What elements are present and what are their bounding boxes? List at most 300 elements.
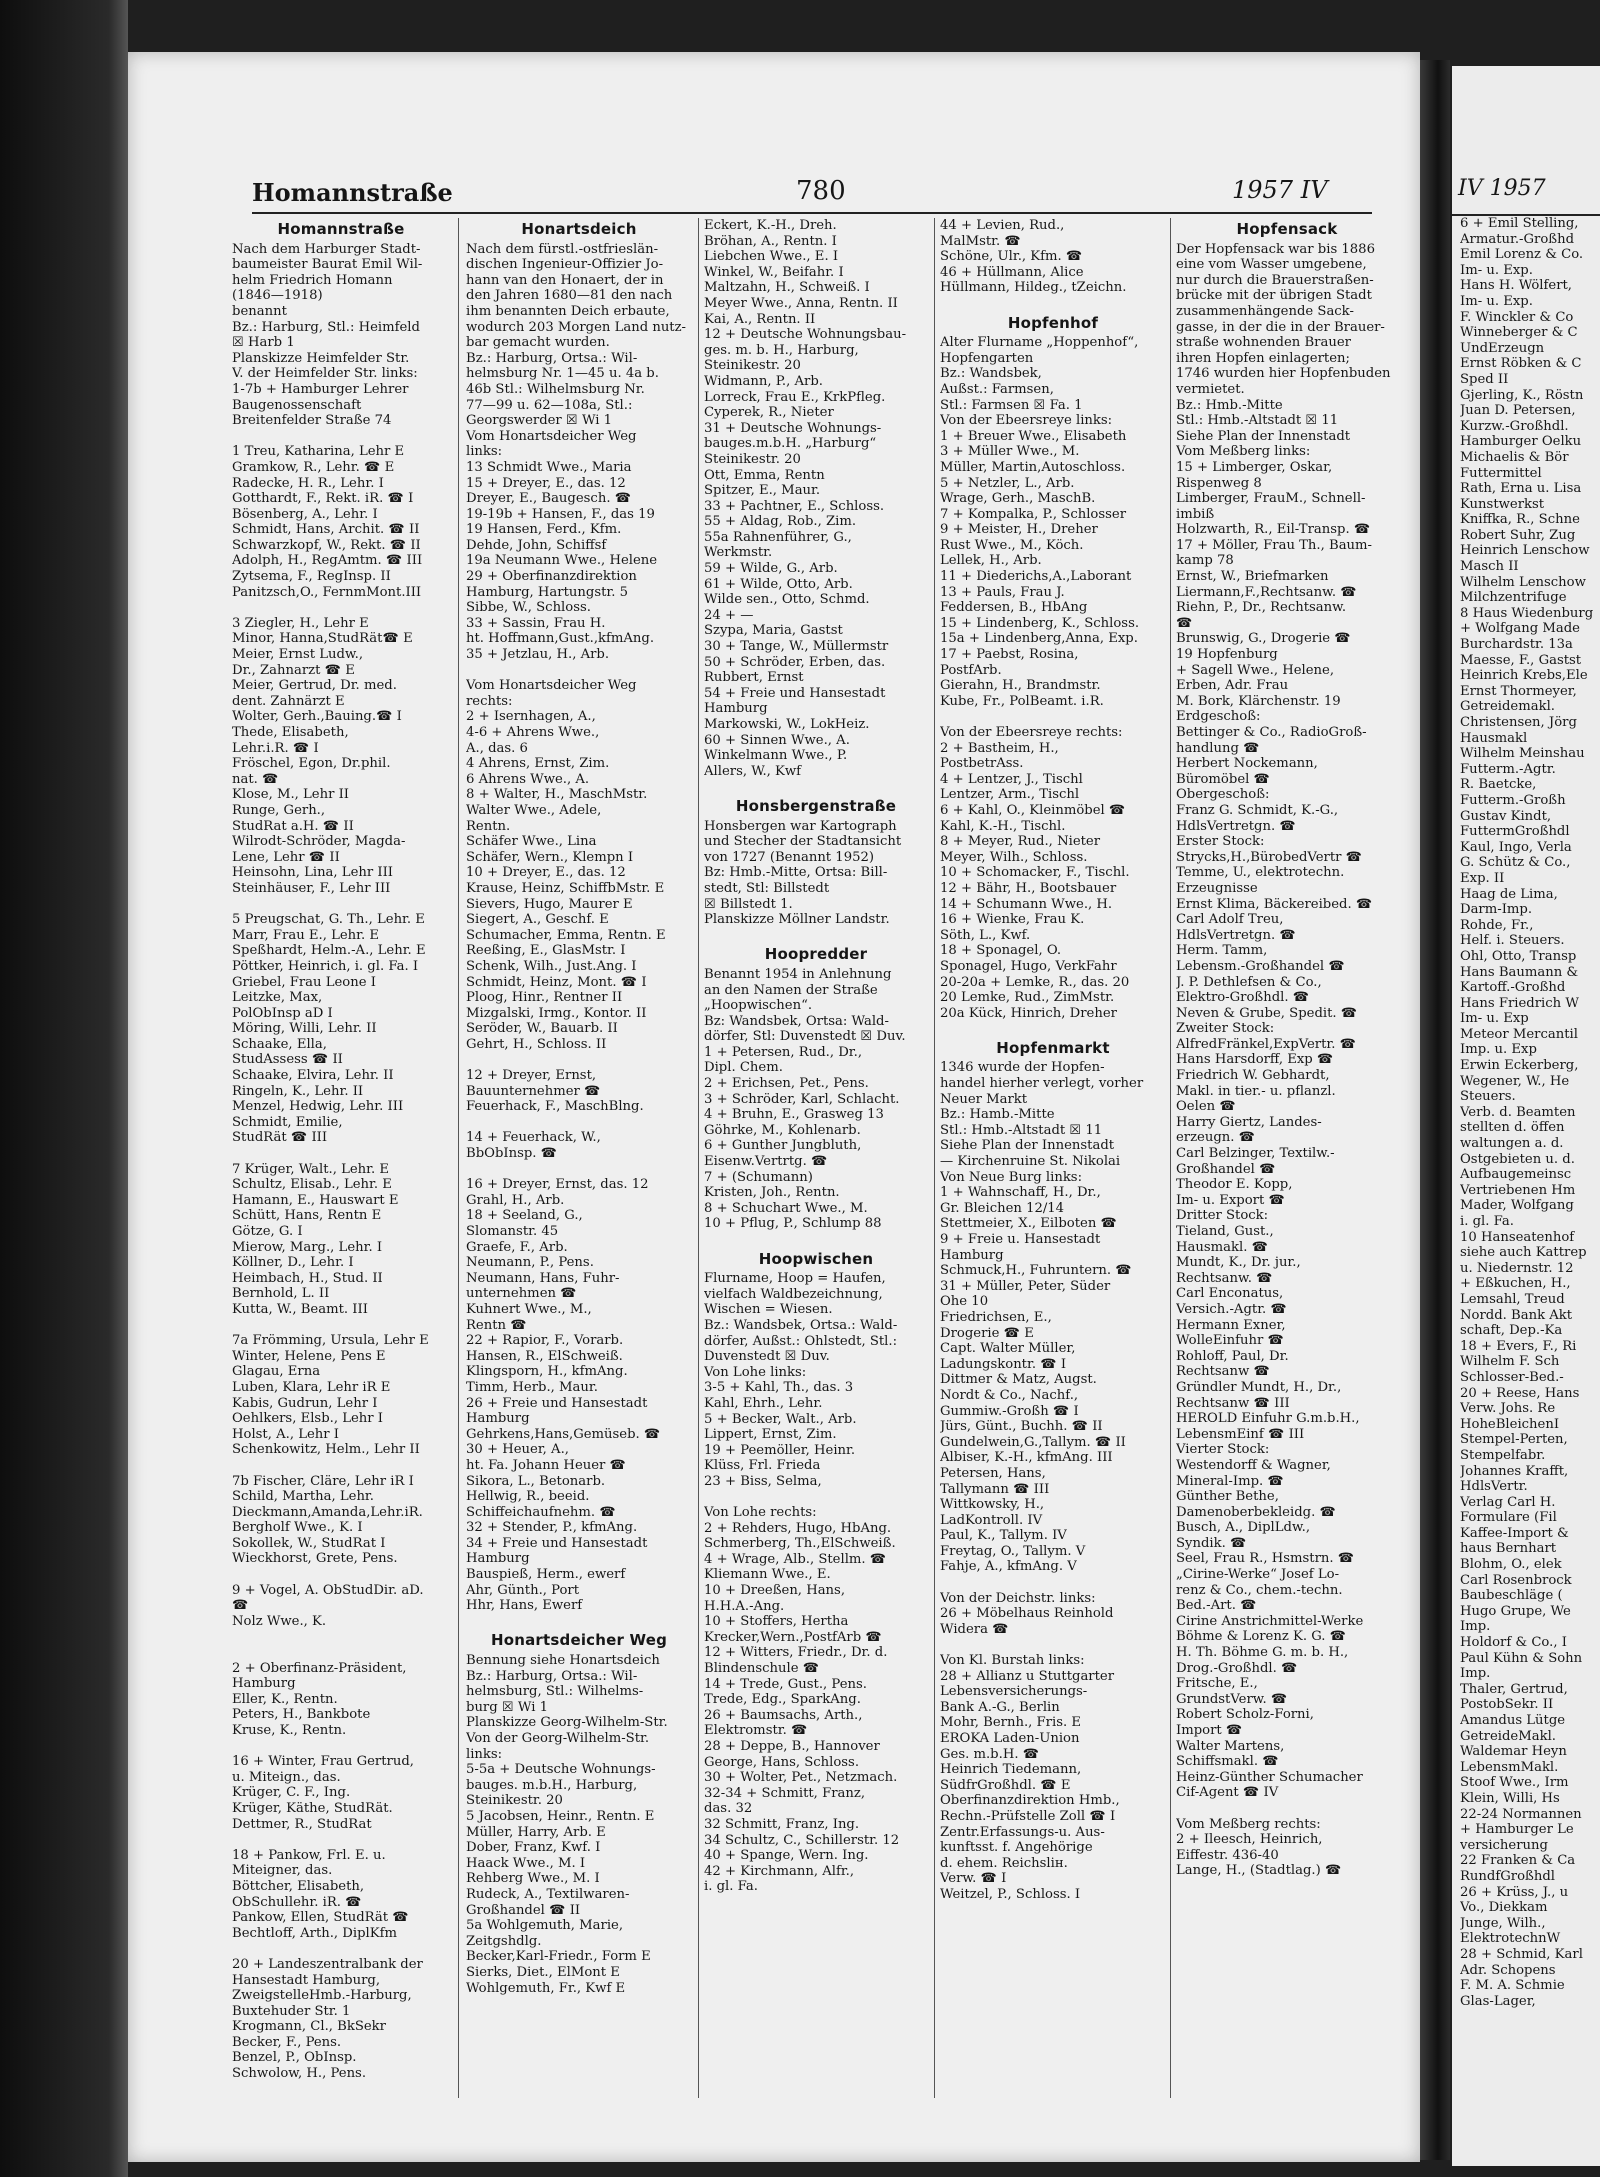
directory-entry-line: Trede, Edg., SparkAng. <box>704 1692 861 1708</box>
directory-entry-line: Krüger, Käthe, StudRät. <box>232 1800 393 1816</box>
directory-entry-line: Winneberger & C <box>1460 325 1578 341</box>
directory-entry-line: Herm. Tamm, <box>1176 943 1268 959</box>
directory-entry-line: Ohl, Otto, Transp <box>1460 948 1577 964</box>
directory-entry-line: Stempel-Perten, <box>1460 1432 1568 1448</box>
directory-entry-line: Heinrich Krebs,Ele <box>1460 668 1588 684</box>
directory-entry-line: 6 + Emil Stelling, <box>1460 216 1579 231</box>
directory-entry-line: Hansestadt Hamburg, <box>232 1972 381 1988</box>
directory-entry-line: 44 + Levien, Rud., <box>940 218 1065 233</box>
directory-entry-line: Amandus Lütge <box>1460 1713 1566 1728</box>
directory-entry-line: 4 + Bruhn, E., Grasweg 13 <box>704 1107 884 1123</box>
directory-entry-line: Müller, Harry, Arb. E <box>466 1824 606 1840</box>
directory-entry-line: Feddersen, B., HbAng <box>940 600 1088 616</box>
directory-entry-line: H. Th. Böhme G. m. b. H., <box>1176 1645 1349 1661</box>
directory-entry-line: Hamburg <box>704 701 768 717</box>
directory-entry-line: Schäfer, Wern., Klempn I <box>466 849 634 865</box>
directory-entry-line: Hans H. Wölfert, <box>1460 278 1572 294</box>
directory-entry-line: Vom Honartsdeicher Weg <box>466 678 637 694</box>
directory-entry-line: Graefe, F., Arb. <box>466 1239 568 1255</box>
directory-entry-line: UndErzeugn <box>1460 340 1545 356</box>
directory-entry-line: Bechtloff, Arth., DiplKfm <box>232 1925 397 1941</box>
directory-entry-line: Lange, H., (Stadtlag.) ☎ <box>1176 1863 1342 1879</box>
directory-entry-line <box>704 928 928 944</box>
directory-entry-line: 55a Rahnenführer, G., <box>704 529 852 545</box>
directory-entry-line: Meyer Wwe., Anna, Rentn. II <box>704 295 898 311</box>
directory-entry-line <box>232 1318 450 1334</box>
directory-entry-line: Adr. Schopens <box>1460 1962 1556 1978</box>
directory-entry-line: Rohde, Fr., <box>1460 917 1534 933</box>
directory-entry-line: George, Hans, Schloss. <box>704 1754 860 1770</box>
directory-entry-line <box>940 709 1166 725</box>
directory-entry-line: Hopfengarten <box>940 350 1034 366</box>
directory-entry-line: Bed.-Art. ☎ <box>1176 1598 1257 1614</box>
directory-entry-line: Steinikestr. 20 <box>466 1793 563 1809</box>
directory-entry-line: Imp. <box>1460 1619 1491 1635</box>
directory-entry-line: Vertriebenen Hm <box>1460 1182 1576 1198</box>
directory-entry-line: Stl.: Hmb.-Altstadt ☒ 11 <box>1176 413 1339 429</box>
directory-entry-line: 18 + Sponagel, O. <box>940 943 1062 959</box>
directory-entry-line: eine vom Wasser umgebene, <box>1176 257 1367 273</box>
directory-entry-line: Strycks,H.,BürobedVertr ☎ <box>1176 849 1363 865</box>
directory-entry-line: Milchzentrifuge <box>1460 590 1567 606</box>
directory-entry-line: Schlosser-Bed.- <box>1460 1369 1564 1385</box>
directory-entry-line: Gotthardt, F., Rekt. iR. ☎ I <box>232 491 414 507</box>
directory-entry-line: 8 + Meyer, Rud., Nieter <box>940 834 1101 850</box>
directory-entry-line: Ernst Klima, Bäckereibed. ☎ <box>1176 896 1373 912</box>
directory-entry-line: Brunswig, G., Drogerie ☎ <box>1176 631 1351 647</box>
directory-entry-line: Buxtehuder Str. 1 <box>232 2003 351 2019</box>
directory-entry-line: Paul, K., Tallym. IV <box>940 1528 1067 1544</box>
directory-entry-line: 11 + Diederichs,A.,Laborant <box>940 569 1132 585</box>
directory-entry-line: Ott, Emma, Rentn <box>704 467 825 483</box>
directory-entry-line: Kristen, Joh., Rentn. <box>704 1185 840 1201</box>
directory-entry-line: Wilrodt-Schröder, Magda- <box>232 834 406 850</box>
directory-entry-line: Tieland, Gust., <box>1176 1224 1274 1239</box>
directory-entry-line: 16 + Wienke, Frau K. <box>940 912 1085 928</box>
directory-entry-line: 20 + Reese, Hans <box>1460 1385 1580 1401</box>
column-divider <box>458 218 459 2098</box>
directory-entry-line: kamp 78 <box>1176 553 1234 569</box>
directory-entry-line: Planskizze Möllner Landstr. <box>704 912 890 928</box>
directory-entry-line: Oelen ☎ <box>1176 1099 1236 1115</box>
directory-entry-line: Becker, F., Pens. <box>232 2034 342 2050</box>
directory-entry-line: EROKA Laden-Union <box>940 1731 1080 1746</box>
directory-entry-line: Fahje, A., kfmAng. V <box>940 1559 1077 1575</box>
directory-entry-line: Stempelfabr. <box>1460 1447 1546 1463</box>
directory-entry-line <box>232 897 450 913</box>
directory-entry-line: Schäfer Wwe., Lina <box>466 834 597 850</box>
directory-entry-line: Liebchen Wwe., E. I <box>704 249 839 265</box>
directory-entry-line: Adolph, H., RegAmtm. ☎ III <box>232 553 423 569</box>
directory-entry-line: Dr., Zahnarzt ☎ E <box>232 662 355 678</box>
directory-entry-line: Hermann Exner, <box>1176 1317 1286 1333</box>
directory-entry-line: Sibbe, W., Schloss. <box>466 600 591 616</box>
directory-entry-line <box>704 1232 928 1248</box>
directory-entry-line: Wegener, W., He <box>1460 1073 1570 1089</box>
directory-entry-line: WolleEinfuhr ☎ <box>1176 1333 1284 1349</box>
page-number: 780 <box>796 176 846 206</box>
directory-entry-line: ihm benannten Deich erbaute, <box>466 303 670 319</box>
directory-entry-line: Vom Meßberg rechts: <box>1176 1816 1321 1832</box>
directory-entry-line: Schmuck,H., Fuhruntern. ☎ <box>940 1263 1132 1279</box>
directory-entry-line: Eiffestr. 436-40 <box>1176 1847 1279 1863</box>
directory-entry-line: helmsburg Nr. 1—45 u. 4a b. <box>466 366 659 382</box>
directory-entry-line: Bz: Hmb.-Mitte, Ortsa: Bill- <box>704 865 888 881</box>
directory-entry-line: 18 + Pankow, Frl. E. u. <box>232 1847 386 1863</box>
directory-entry-line: + Hamburger Le <box>1460 1822 1574 1838</box>
directory-entry-line: ihren Hopfen einlagerten; <box>1176 350 1350 366</box>
directory-column-4 <box>940 218 1166 2137</box>
directory-entry-line: — Kirchenruine St. Nikolai <box>940 1154 1121 1170</box>
directory-entry-line: Von der Ebeersreye links: <box>940 413 1113 429</box>
directory-entry-line: 2 + Rehders, Hugo, HbAng. <box>704 1520 892 1536</box>
directory-entry-line: Fritsche, E., <box>1176 1676 1258 1692</box>
directory-entry-line: Widmann, P., Arb. <box>704 373 823 389</box>
directory-entry-line: Schiffsmakl. ☎ <box>1176 1754 1279 1770</box>
directory-entry-line: Verlag Carl H. <box>1460 1494 1556 1510</box>
directory-entry-line: Imp. u. Exp <box>1460 1042 1537 1058</box>
directory-entry-line: Carl Belzinger, Textilw.- <box>1176 1146 1335 1162</box>
directory-entry-line: 8 + Walter, H., MaschMstr. <box>466 787 648 803</box>
directory-entry-line: Gr. Bleichen 12/14 <box>940 1200 1065 1216</box>
directory-entry-line: Bernhold, L. II <box>232 1286 330 1302</box>
directory-entry-line: 42 + Kirchmann, Alfr., <box>704 1863 855 1879</box>
directory-entry-line: 7b Fischer, Cläre, Lehr iR I <box>232 1473 414 1489</box>
directory-entry-line: Bz.: Wandsbek, Ortsa.: Wald- <box>704 1317 898 1333</box>
directory-entry-line: 30 + Tange, W., Müllermstr <box>704 639 889 655</box>
street-heading: Hoopwischen <box>758 1249 874 1268</box>
directory-entry-line: 33 + Sassin, Frau H. <box>466 615 606 631</box>
next-page-column <box>1460 216 1600 2156</box>
directory-entry-line: vermietet. <box>1176 381 1245 397</box>
directory-entry-line: bauges. m.b.H., Harburg, <box>466 1777 638 1793</box>
directory-entry-line: Zentr.Erfassungs-u. Aus- <box>940 1824 1105 1840</box>
directory-entry-line: waltungen a. d. <box>1460 1136 1564 1152</box>
directory-entry-line: Nach dem fürstl.-ostfrieslän- <box>466 241 659 257</box>
directory-entry-line: Neuer Markt <box>940 1091 1028 1107</box>
directory-entry-line: Maltzahn, H., Schweiß. I <box>704 280 870 296</box>
directory-entry-line: Rechn.-Prüfstelle Zoll ☎ I <box>940 1808 1116 1824</box>
directory-entry-line: imbiß <box>1176 506 1215 522</box>
directory-column-1 <box>232 218 450 2137</box>
directory-entry-line: Klüss, Frl. Frieda <box>704 1458 821 1474</box>
directory-entry-line: 14 + Trede, Gust., Pens. <box>704 1676 867 1692</box>
directory-entry-line <box>940 1637 1166 1653</box>
directory-entry-line: Nordd. Bank Akt <box>1460 1307 1573 1323</box>
directory-entry-line: Obergeschoß: <box>1176 787 1270 803</box>
directory-entry-line: Gjerling, K., Röstn <box>1460 387 1584 403</box>
directory-entry-line: R. Baetcke, <box>1460 777 1537 793</box>
directory-entry-line: Wischen = Wiesen. <box>704 1302 833 1318</box>
directory-entry-line: Schultz, Elisab., Lehr. E <box>232 1177 392 1193</box>
directory-entry-line: Neumann, Hans, Fuhr- <box>466 1270 620 1286</box>
directory-entry-line: Schöne, Ulr., Kfm. ☎ <box>940 249 1083 265</box>
directory-entry-line: Werkmstr. <box>704 545 773 561</box>
directory-entry-line: links: <box>466 1746 503 1762</box>
directory-entry-line: 4 + Wrage, Alb., Stellm. ☎ <box>704 1551 887 1567</box>
directory-entry-line: 4-6 + Ahrens Wwe., <box>466 725 600 740</box>
directory-entry-line: 2 + Bastheim, H., <box>940 740 1059 756</box>
directory-entry-line: Baubeschläge ( <box>1460 1588 1563 1604</box>
directory-entry-line: ☒ Billstedt 1. <box>704 896 793 912</box>
directory-entry-line: Slomanstr. 45 <box>466 1224 559 1239</box>
directory-entry-line: Steuers. <box>1460 1089 1516 1105</box>
directory-entry-line: bar gemacht wurden. <box>466 335 610 351</box>
directory-entry-line <box>466 1614 692 1630</box>
directory-entry-line: Böttcher, Elisabeth, <box>232 1878 365 1894</box>
directory-entry-line: links: <box>466 444 503 460</box>
directory-entry-line: Ges. m.b.H. ☎ <box>940 1746 1040 1762</box>
directory-entry-line: Steinhäuser, F., Lehr III <box>232 880 391 896</box>
directory-entry-line: Fröschel, Egon, Dr.phil. <box>232 756 391 772</box>
directory-entry-line: Westendorff & Wagner, <box>1176 1457 1331 1473</box>
directory-entry-line: Heinrich Lenschow <box>1460 543 1590 559</box>
directory-entry-line: Bz.: Hmb.-Mitte <box>1176 397 1283 413</box>
directory-entry-line: haus Bernhart <box>1460 1541 1557 1557</box>
directory-entry-line: Panitzsch,O., FernmMont.III <box>232 584 422 600</box>
directory-entry-line: rechts: <box>466 693 513 709</box>
directory-entry-line: Bennung siehe Honartsdeich <box>466 1653 660 1669</box>
directory-entry-line: ☎ <box>232 1598 249 1614</box>
directory-entry-line: Büromöbel ☎ <box>1176 771 1270 787</box>
directory-entry-line: Planskizze Georg-Wilhelm-Str. <box>466 1715 668 1731</box>
directory-entry-line: Von Lohe links: <box>704 1364 807 1380</box>
directory-entry-line: HdlsVertretgn. ☎ <box>1176 818 1296 834</box>
directory-entry-line: Masch II <box>1460 559 1519 575</box>
directory-entry-line: Söth, L., Kwf. <box>940 927 1031 943</box>
directory-entry-line: 1746 wurden hier Hopfenbuden <box>1176 366 1391 382</box>
directory-entry-line: 30 + Heuer, A., <box>466 1442 569 1458</box>
directory-entry-line: 18 + Seeland, G., <box>466 1208 583 1224</box>
directory-entry-line: Wolter, Gerh.,Bauing.☎ I <box>232 709 402 725</box>
directory-entry-line: StudAssess ☎ II <box>232 1052 343 1068</box>
directory-entry-line: vielfach Waldbezeichnung, <box>704 1286 883 1302</box>
directory-entry-line: HEROLD Einfuhr G.m.b.H., <box>1176 1411 1360 1427</box>
directory-entry-line: Ploog, Hinr., Rentner II <box>466 990 623 1006</box>
directory-entry-line: 28 + Allianz u Stuttgarter <box>940 1668 1115 1684</box>
directory-entry-line: Hamburg <box>940 1247 1004 1263</box>
directory-entry-line: Lebensm.-Großhandel ☎ <box>1176 958 1345 974</box>
directory-entry-line: Schaake, Elvira, Lehr. II <box>232 1068 394 1084</box>
running-head-street: Homannstraße <box>252 178 453 207</box>
directory-entry-line: Verw. Johs. Re <box>1460 1401 1556 1417</box>
directory-entry-line: ht. Hoffmann,Gust.,kfmAng. <box>466 631 655 647</box>
directory-entry-line: FuttermGroßhdl <box>1460 824 1570 840</box>
street-heading: Hopfenmarkt <box>996 1038 1110 1057</box>
directory-entry-line: 20-20a + Lemke, R., das. 20 <box>940 974 1130 990</box>
directory-entry-line: Paul Kühn & Sohn <box>1460 1650 1583 1666</box>
directory-entry-line: Kutta, W., Beamt. III <box>232 1301 368 1317</box>
directory-entry-line: Steinikestr. 20 <box>704 451 801 467</box>
directory-entry-line: Kartoff.-Großhd <box>1460 980 1566 996</box>
directory-entry-line: Benannt 1954 in Anlehnung <box>704 966 892 982</box>
directory-entry-line: Von der Deichstr. links: <box>940 1590 1096 1606</box>
directory-entry-line: Lene, Lehr ☎ II <box>232 849 340 865</box>
directory-entry-line: Ohe 10 <box>940 1294 989 1310</box>
directory-entry-line: 16 + Dreyer, Ernst, das. 12 <box>466 1177 649 1193</box>
directory-entry-line: + Sagell Wwe., Helene, <box>1176 662 1335 678</box>
directory-entry-line: Stoof Wwe., Irm <box>1460 1775 1569 1791</box>
directory-entry-line: Im- u. Exp. <box>1460 262 1533 278</box>
directory-entry-line: Rust Wwe., M., Köch. <box>940 537 1084 553</box>
directory-entry-line: Bauspieß, Herm., ewerf <box>466 1567 626 1583</box>
directory-entry-line: 12 + Deutsche Wohnungsbau- <box>704 327 907 343</box>
directory-entry-line: Robert Suhr, Zug <box>1460 527 1576 543</box>
directory-entry-line: nat. ☎ <box>232 771 279 787</box>
directory-entry-line: Hamburg <box>466 1551 530 1567</box>
directory-entry-line: 61 + Wilde, Otto, Arb. <box>704 576 853 592</box>
directory-entry-line <box>232 1832 450 1848</box>
directory-entry-line: 7 + (Schumann) <box>704 1169 813 1185</box>
directory-entry-line: 26 + Möbelhaus Reinhold <box>940 1606 1114 1622</box>
directory-entry-line <box>466 663 692 679</box>
directory-entry-line: Wieckhorst, Grete, Pens. <box>232 1551 398 1567</box>
directory-entry-line: Busch, A., DiplLdw., <box>1176 1520 1311 1536</box>
directory-entry-line: Friedrichsen, E., <box>940 1309 1052 1325</box>
directory-entry-line: 13 + Pauls, Frau J. <box>940 584 1065 600</box>
directory-entry-line: 3 + Schröder, Karl, Schlacht. <box>704 1091 900 1107</box>
directory-entry-line: Bösenberg, A., Lehr. I <box>232 506 378 522</box>
directory-entry-line: Damenoberbekleidg. ☎ <box>1176 1504 1336 1520</box>
directory-entry-line: Rohloff, Paul, Dr. <box>1176 1348 1289 1364</box>
directory-entry-line: Im- u. Exp <box>1460 1011 1529 1027</box>
directory-entry-line: Mineral-Imp. ☎ <box>1176 1473 1284 1489</box>
street-heading: Honartsdeicher Weg <box>490 1631 668 1650</box>
directory-entry-line: Großhandel ☎ <box>1176 1161 1276 1177</box>
directory-entry-line: Klingsporn, H., kfmAng. <box>466 1364 628 1380</box>
directory-entry-line: Müller, Martin,Autoschloss. <box>940 459 1126 475</box>
directory-entry-line: 46 + Hüllmann, Alice <box>940 264 1084 280</box>
directory-entry-line: 26 + Baumsachs, Arth., <box>704 1707 863 1723</box>
directory-entry-line: Rudeck, A., Textilwaren- <box>466 1886 630 1902</box>
directory-entry-line: Glagau, Erna <box>232 1364 321 1380</box>
directory-entry-line: Klein, Willi, Hs <box>1460 1790 1560 1806</box>
directory-entry-line: Ernst, W., Briefmarken <box>1176 569 1329 585</box>
directory-entry-line: 55 + Aldag, Rob., Zim. <box>704 514 857 530</box>
directory-entry-line: Vierter Stock: <box>1176 1442 1270 1458</box>
directory-entry-line: Maesse, F., Gastst <box>1460 652 1582 668</box>
directory-entry-line: i. gl. Fa. <box>704 1879 758 1895</box>
directory-entry-line: Gundelwein,G.,Tallym. ☎ II <box>940 1434 1126 1450</box>
directory-entry-line: 5 + Becker, Walt., Arb. <box>704 1411 857 1427</box>
directory-entry-line: Helf. i. Steuers. <box>1460 933 1565 949</box>
directory-entry-line: 60 + Sinnen Wwe., A. <box>704 732 850 748</box>
directory-entry-line: Junge, Wilh., <box>1460 1915 1546 1931</box>
directory-entry-line: Syndik. ☎ <box>1176 1535 1247 1551</box>
directory-entry-line: Griebel, Frau Leone I <box>232 974 376 990</box>
directory-entry-line: Schaake, Ella, <box>232 1036 327 1052</box>
directory-entry-line: Marr, Frau E., Lehr. E <box>232 927 380 943</box>
directory-entry-line: 24 + — <box>704 607 754 623</box>
directory-entry-line: Bz.: Harburg, Ortsa.: Wil- <box>466 350 638 366</box>
directory-entry-line: 31 + Müller, Peter, Süder <box>940 1278 1111 1294</box>
next-page-fragment <box>1452 66 1600 2166</box>
directory-entry-line: Markowski, W., LokHeiz. <box>704 717 870 732</box>
directory-entry-line: Sokollek, W., StudRat I <box>232 1535 386 1551</box>
directory-entry-line: Ernst Röbken & C <box>1460 356 1582 372</box>
directory-entry-line: 2 + Oberfinanz-Präsident, <box>232 1660 407 1676</box>
directory-entry-line: Rispenweg 8 <box>1176 475 1262 491</box>
directory-entry-line: M. Bork, Klärchenstr. 19 <box>1176 693 1341 709</box>
directory-entry-line: Wilhelm Meinshau <box>1460 746 1585 762</box>
directory-entry-line: 9 + Freie u. Hansestadt <box>940 1232 1101 1247</box>
directory-entry-line: Erwin Eckerberg, <box>1460 1058 1579 1074</box>
directory-entry-line: Günther Bethe, <box>1176 1489 1279 1505</box>
directory-entry-line: Kurzw.-Großhdl. <box>1460 418 1569 434</box>
directory-entry-line: 59 + Wilde, G., Arb. <box>704 561 838 577</box>
directory-entry-line: Nordt & Co., Nachf., <box>940 1387 1079 1403</box>
directory-entry-line: 17 + Möller, Frau Th., Baum- <box>1176 537 1373 553</box>
directory-entry-line: Neumann, P., Pens. <box>466 1255 594 1271</box>
directory-entry-line: Stl.: Farmsen ☒ Fa. 1 <box>940 397 1083 413</box>
directory-entry-line: Hamburg, Hartungstr. 5 <box>466 584 629 600</box>
directory-entry-line: 14 + Feuerhack, W., <box>466 1130 601 1146</box>
directory-entry-line: Stl.: Hmb.-Altstadt ☒ 11 <box>940 1122 1103 1138</box>
directory-entry-line: Baugenossenschaft <box>232 397 362 413</box>
directory-entry-line: 34 Schultz, C., Schillerstr. 12 <box>704 1832 900 1848</box>
directory-entry-line: Bettinger & Co., RadioGroß- <box>1176 725 1367 740</box>
directory-entry-line: Luben, Klara, Lehr iR E <box>232 1379 391 1395</box>
directory-entry-line: Möring, Willi, Lehr. II <box>232 1021 377 1037</box>
directory-entry-line: Kube, Fr., PolBeamt. i.R. <box>940 693 1104 709</box>
directory-entry-line: ht. Fa. Johann Heuer ☎ <box>466 1457 626 1473</box>
directory-entry-line <box>466 1052 692 1068</box>
directory-entry-line: Formulare (Fil <box>1460 1510 1557 1526</box>
directory-entry-line: Kahl, Ehrh., Lehr. <box>704 1395 823 1411</box>
directory-entry-line: erzeugn. ☎ <box>1176 1130 1256 1146</box>
directory-entry-line: 7 + Kompalka, P., Schlosser <box>940 506 1127 522</box>
directory-entry-line: Hausmakl. ☎ <box>1176 1239 1269 1255</box>
directory-entry-line: Dober, Franz, Kwf. I <box>466 1840 601 1856</box>
directory-entry-line <box>232 1941 450 1957</box>
directory-entry-line: Hüllmann, Hildeg., tZeichn. <box>940 280 1127 296</box>
directory-entry-line: Ahr, Günth., Port <box>466 1582 580 1598</box>
directory-entry-line: Cirine Anstrichmittel-Werke <box>1176 1613 1364 1629</box>
directory-entry-line: Tallymann ☎ III <box>940 1481 1050 1497</box>
directory-entry-line: Gramkow, R., Lehr. ☎ E <box>232 459 395 475</box>
directory-entry-line: Hamburger Oelku <box>1460 434 1582 450</box>
directory-entry-line: 28 + Schmid, Karl <box>1460 1946 1583 1962</box>
directory-entry-line: 9 + Meister, H., Dreher <box>940 522 1098 538</box>
directory-entry-line: V. der Heimfelder Str. links: <box>232 366 418 382</box>
directory-entry-line: den Jahren 1680—81 den nach <box>466 288 673 304</box>
directory-entry-line: Krause, Heinz, SchiffbMstr. E <box>466 880 665 896</box>
directory-entry-line: 17 + Paebst, Rosina, <box>940 647 1079 663</box>
directory-entry-line <box>232 1629 450 1645</box>
directory-entry-line: Götze, G. I <box>232 1224 303 1239</box>
directory-entry-line: Meyer, Wilh., Schloss. <box>940 849 1088 865</box>
directory-entry-line: Versich.-Agtr. ☎ <box>1176 1301 1287 1317</box>
directory-entry-line: dörfer, Außst.: Ohlstedt, Stl.: <box>704 1333 898 1349</box>
directory-entry-line: Siehe Plan der Innenstadt <box>1176 428 1351 444</box>
directory-entry-line: nur durch die Brauerstraßen- <box>1176 272 1374 288</box>
directory-entry-line: ElektrotechnW <box>1460 1931 1561 1947</box>
directory-entry-line: Burchardstr. 13a <box>1460 637 1573 653</box>
directory-entry-line: 12 + Witters, Friedr., Dr. d. <box>704 1645 888 1661</box>
directory-entry-line: Armatur.-Großhd <box>1460 231 1575 247</box>
directory-entry-line: 9 + Vogel, A. ObStudDir. aD. <box>232 1582 424 1598</box>
directory-entry-line: Steinikestr. 20 <box>704 358 801 374</box>
directory-entry-line: Bz.: Hamb.-Mitte <box>940 1107 1055 1123</box>
directory-entry-line: 16 + Winter, Frau Gertrud, <box>232 1754 414 1770</box>
directory-entry-line: 2 + Ileesch, Heinrich, <box>1176 1832 1323 1848</box>
directory-entry-line: 15 + Lindenberg, K., Schloss. <box>940 615 1140 631</box>
directory-entry-line: 10 + Dreeßen, Hans, <box>704 1583 846 1599</box>
directory-entry-line: Blindenschule ☎ <box>704 1661 820 1677</box>
directory-entry-line: Köllner, D., Lehr. I <box>232 1255 354 1271</box>
column-divider <box>1170 218 1171 2098</box>
directory-entry-line: Futtermittel <box>1460 465 1542 481</box>
